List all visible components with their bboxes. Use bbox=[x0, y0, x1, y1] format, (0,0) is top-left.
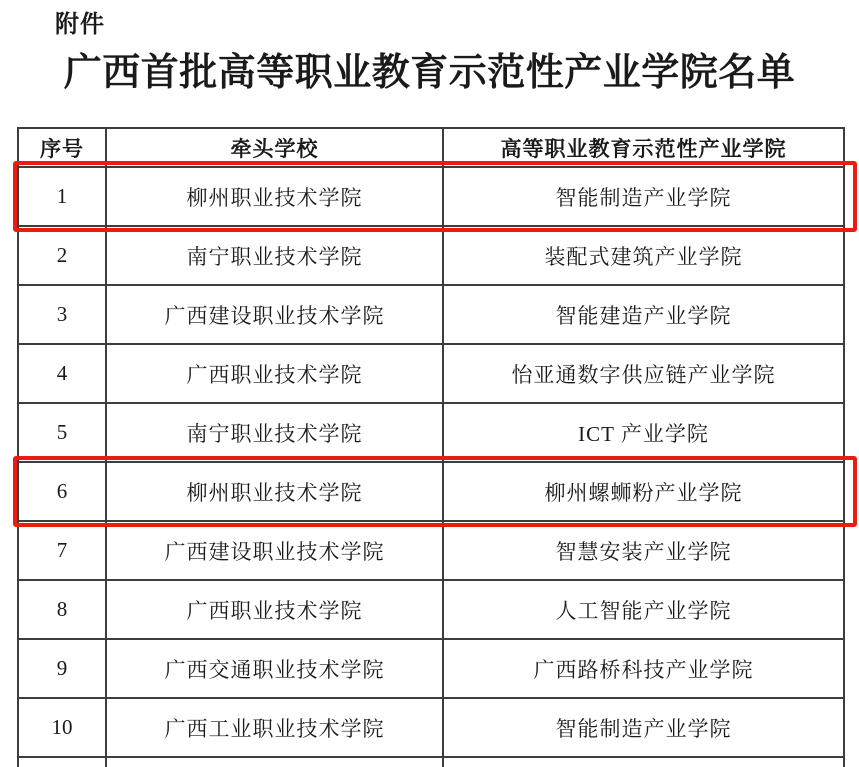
cell-lead-school: 南宁职业技术学院 bbox=[106, 403, 443, 462]
cell-industry-college: 智慧安装产业学院 bbox=[443, 521, 844, 580]
cell-serial-number: 1 bbox=[18, 167, 106, 226]
table-row bbox=[18, 226, 844, 285]
cell-lead-school: 广西建设职业技术学院 bbox=[106, 285, 443, 344]
cell-lead-school: 广西职业技术学院 bbox=[106, 580, 443, 639]
cell-serial-number bbox=[18, 757, 106, 767]
table-header-row bbox=[18, 128, 844, 167]
table-row bbox=[18, 462, 844, 521]
cell-serial-number: 3 bbox=[18, 285, 106, 344]
cell-lead-school: 广西职业技术学院 bbox=[106, 344, 443, 403]
table-row bbox=[18, 698, 844, 757]
table-row bbox=[18, 580, 844, 639]
cell-serial-number: 5 bbox=[18, 403, 106, 462]
cell-serial-number: 7 bbox=[18, 521, 106, 580]
cell-serial-number: 10 bbox=[18, 698, 106, 757]
cell-lead-school: 广西建设职业技术学院 bbox=[106, 521, 443, 580]
cell-lead-school: 南宁职业技术学院 bbox=[106, 226, 443, 285]
table-row bbox=[18, 403, 844, 462]
header-cell-lead-school: 牵头学校 bbox=[106, 128, 443, 167]
cell-lead-school: 广西交通职业技术学院 bbox=[106, 639, 443, 698]
cell-industry-college: 智能制造产业学院 bbox=[443, 167, 844, 226]
cell-serial-number: 6 bbox=[18, 462, 106, 521]
cell-industry-college: 智能制造产业学院 bbox=[443, 698, 844, 757]
cell-lead-school: 柳州职业技术学院 bbox=[106, 167, 443, 226]
cell-lead-school: 广西工业职业技术学院 bbox=[106, 698, 443, 757]
cell-industry-college: 柳州螺蛳粉产业学院 bbox=[443, 462, 844, 521]
table-row bbox=[18, 521, 844, 580]
cell-serial-number: 9 bbox=[18, 639, 106, 698]
cell-industry-college: 广西路桥科技产业学院 bbox=[443, 639, 844, 698]
cell-industry-college bbox=[443, 757, 844, 767]
cell-serial-number: 4 bbox=[18, 344, 106, 403]
cell-industry-college: 装配式建筑产业学院 bbox=[443, 226, 844, 285]
header-cell-serial-number: 序号 bbox=[18, 128, 106, 167]
cell-serial-number: 2 bbox=[18, 226, 106, 285]
attachment-label: 附件 bbox=[55, 11, 105, 38]
cell-industry-college: 怡亚通数字供应链产业学院 bbox=[443, 344, 844, 403]
table-row bbox=[18, 167, 844, 226]
cell-lead-school bbox=[106, 757, 443, 767]
header-cell-industry-college: 高等职业教育示范性产业学院 bbox=[443, 128, 844, 167]
table-row-partial bbox=[18, 757, 844, 767]
cell-serial-number: 8 bbox=[18, 580, 106, 639]
cell-industry-college: 智能建造产业学院 bbox=[443, 285, 844, 344]
table-row bbox=[18, 344, 844, 403]
page-title: 广西首批高等职业教育示范性产业学院名单 bbox=[63, 52, 796, 94]
table-row bbox=[18, 285, 844, 344]
cell-industry-college: ICT 产业学院 bbox=[443, 403, 844, 462]
table-body bbox=[18, 167, 844, 767]
cell-industry-college: 人工智能产业学院 bbox=[443, 580, 844, 639]
table-row bbox=[18, 639, 844, 698]
cell-lead-school: 柳州职业技术学院 bbox=[106, 462, 443, 521]
college-roster-table bbox=[17, 127, 845, 767]
